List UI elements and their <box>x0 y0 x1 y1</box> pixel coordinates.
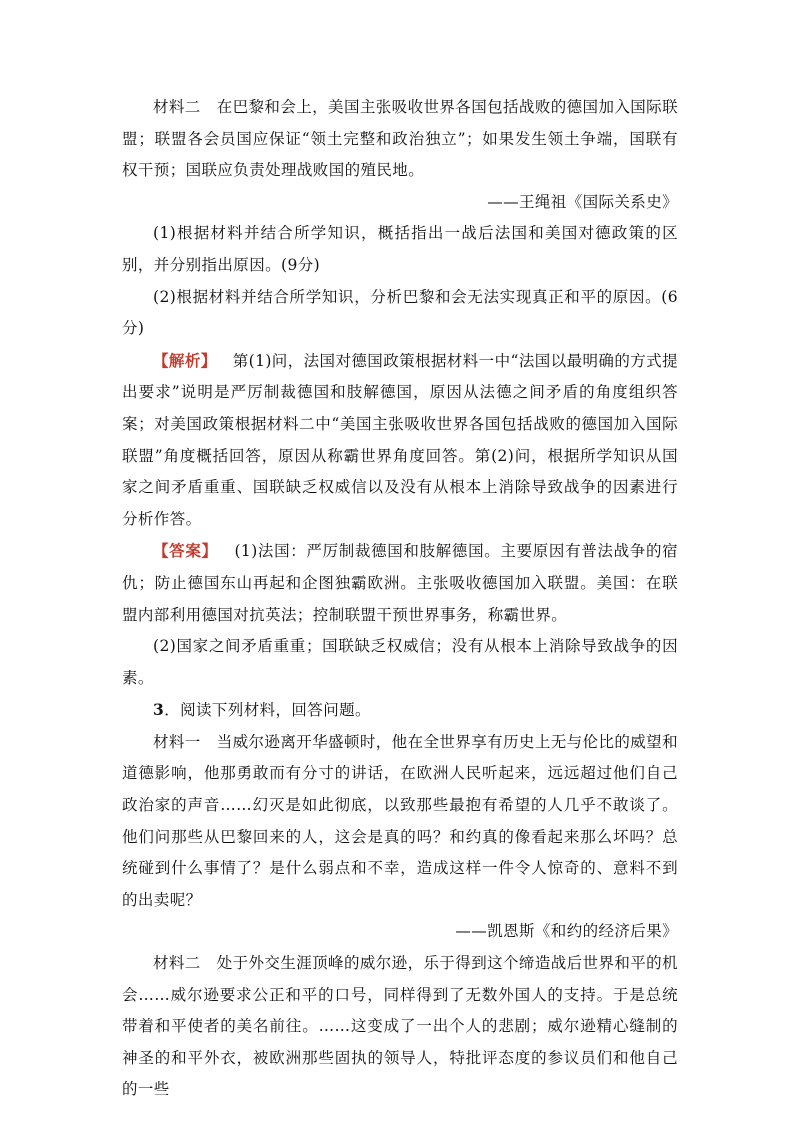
analysis-tag: 【解析】 <box>153 350 217 370</box>
answer-paragraph-1 <box>122 535 678 631</box>
analysis-text: 第(1)问，法国对德国政策根据材料一中“法国以最明确的方式提出要求”说明是严厉制裁德国和肢解德国，原因从法德之间矛盾的角度组织答案；对美国政策根据材料二中“美国主张吸收世界各国包括战败的德国加入国际联盟”角度概括回答，原因从称霸世界角度回答。第(2)问，根据所学知识从国家之间矛盾重重、国联缺乏权威信以及没有从根本上消除导致战争的因素进行分析作答。 <box>122 351 678 528</box>
question-3 <box>122 694 678 727</box>
answer-paragraph-2: (2)国家之间矛盾重重；国联缺乏权威信；没有从根本上消除导致战争的因素。 <box>122 637 678 687</box>
material-two-paragraph <box>122 92 678 187</box>
material-text: 处于外交生涯顶峰的威尔逊，乐于得到这个缔造战后世界和平的机会……威尔逊要求公正和平的口号，同样得到了无数外国人的支持。于是总统带着和平使者的美名前往。……这变成了一出个人的悲剧；威尔逊精心缝制的神圣的和平外衣，被欧洲那些固执的领导人，特批评态度的参议员们和他自己的一些 <box>122 954 678 1099</box>
question-number: 3 <box>153 700 165 720</box>
citation: ——王绳祖《国际关系史》 <box>487 192 678 211</box>
analysis-paragraph <box>122 345 678 536</box>
document-body <box>122 92 678 1106</box>
citation: ——凯恩斯《和约的经济后果》 <box>455 922 678 941</box>
answer-tag: 【答案】 <box>153 541 218 561</box>
material-text: 在巴黎和会上，美国主张吸收世界各国包括战败的德国加入国际联盟；联盟各会员国应保证“领土完整和政治独立”；如果发生领土争端，国联有权干预；国联应负责处理战败国的殖民地。 <box>122 98 678 180</box>
material-text: 当威尔逊离开华盛顿时，他在全世界享有历史上无与伦比的威望和道德影响，他那勇敢而有分寸的讲话，在欧洲人民听起来，远远超过他们自己政治家的声音……幻灭是如此彻底，以致那些最抱有希望的人几乎不敢谈了。他们问那些从巴黎回来的人，这会是真的吗？和约真的像看起来那么坏吗？总统碰到什么事情了？是什么弱点和不幸，造成这样一件令人惊奇的、意料不到的出卖呢？ <box>122 732 678 909</box>
question-3-text: ．阅读下列材料，回答问题。 <box>164 701 371 720</box>
material-label: 材料二 <box>153 954 201 973</box>
material-one-paragraph <box>122 727 678 917</box>
question-1: (1)根据材料并结合所学知识，概括指出一战后法国和美国对德政策的区别，并分别指出原因。(9分) <box>122 224 678 274</box>
material-label: 材料二 <box>153 98 201 116</box>
question-2: (2)根据材料并结合所学知识，分析巴黎和会无法实现真正和平的原因。(6分) <box>122 287 678 338</box>
material-two-b-paragraph <box>122 948 678 1106</box>
answer-text: (1)法国：严厉制裁德国和肢解德国。主要原因有普法战争的宿仇；防止德国东山再起和企图独霸欧洲。主张吸收德国加入联盟。美国：在联盟内部利用德国对抗英法；控制联盟干预世界事务，称霸世界。 <box>122 542 679 624</box>
material-label: 材料一 <box>153 732 201 751</box>
